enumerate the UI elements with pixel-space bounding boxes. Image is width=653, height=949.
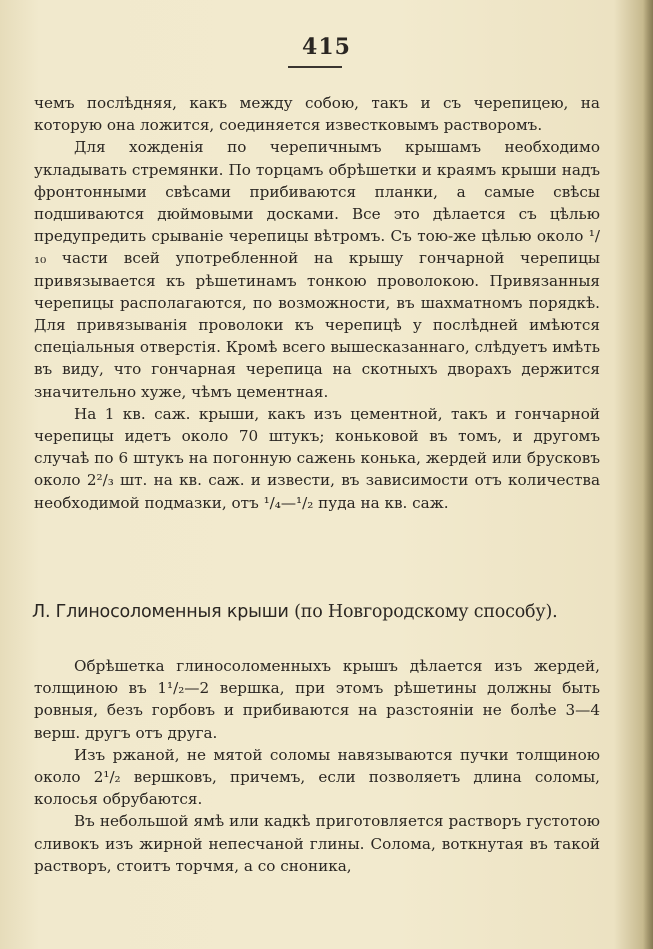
text-block-lower <box>34 655 600 877</box>
section-heading-title: Л. Глиносоломенныя крыши <box>32 602 289 622</box>
section-heading-subtitle: (по Новгородскому способу). <box>294 602 558 622</box>
paragraph-4: Обрѣшетка глиносоломенныхъ крышъ дѣлается изъ жердей, толщиною въ 1¹/₂—2 вершка, при этомъ рѣшетины должны быть ровныя, безъ горбовъ и прибиваются на разстояніи не болѣе 3—4 верш. другъ отъ друга. <box>34 657 600 742</box>
header-rule <box>288 66 342 68</box>
text-block-upper <box>34 92 600 514</box>
paragraph-5: Изъ ржаной, не мятой соломы навязываются пучки толщиною около 2¹/₂ вершковъ, причемъ, если позволяетъ длина соломы, колосья обрубаются. <box>34 745 600 809</box>
paragraph-2: Для хожденія по черепичнымъ крышамъ необходимо укладывать стремянки. По торцамъ обрѣшетки и краямъ крыши надъ фронтонными свѣсами прибиваются планки, а самые свѣсы подшиваются дюймовыми досками. Все это дѣлается съ цѣлью предупредить срываніе черепицы вѣтромъ. Съ тою-же цѣлью около ¹/₁₀ части всей употребленной на крышу гончарной черепицы привязывается къ рѣшетинамъ тонкою проволокою. Привязанныя черепицы располагаются, по возможности, въ шахматномъ порядкѣ. Для привязыванія проволоки къ черепицѣ у послѣдней имѣются спеціальныя отверстія. Кромѣ всего вышесказаннаго, слѣдуетъ имѣть въ виду, что гончарная черепица на скотныхъ дворахъ держится значительно хуже, чѣмъ цементная. <box>34 138 600 401</box>
page-number: 415 <box>302 34 351 60</box>
paragraph-1: чемъ послѣдняя, какъ между собою, такъ и съ черепицею, на которую она ложится, соединяется известковымъ растворомъ. <box>34 94 600 135</box>
section-heading <box>32 602 607 622</box>
paragraph-6: Въ небольшой ямѣ или кадкѣ приготовляется растворъ густотою сливокъ изъ жирной непесчаной глины. Солома, воткнутая въ такой растворъ, стоитъ торчмя, а со сноника, <box>34 812 600 875</box>
paragraph-3: На 1 кв. саж. крыши, какъ изъ цементной, такъ и гончарной черепицы идетъ около 70 штукъ; коньковой въ томъ, и другомъ случаѣ по 6 штукъ на погонную сажень конька, жердей или брусковъ около 2²/₃ шт. на кв. саж. и извести, въ зависимости отъ количества необходимой подмазки, отъ ¹/₄—¹/₂ пуда на кв. саж. <box>34 404 600 512</box>
page-edge-shadow <box>643 0 653 949</box>
